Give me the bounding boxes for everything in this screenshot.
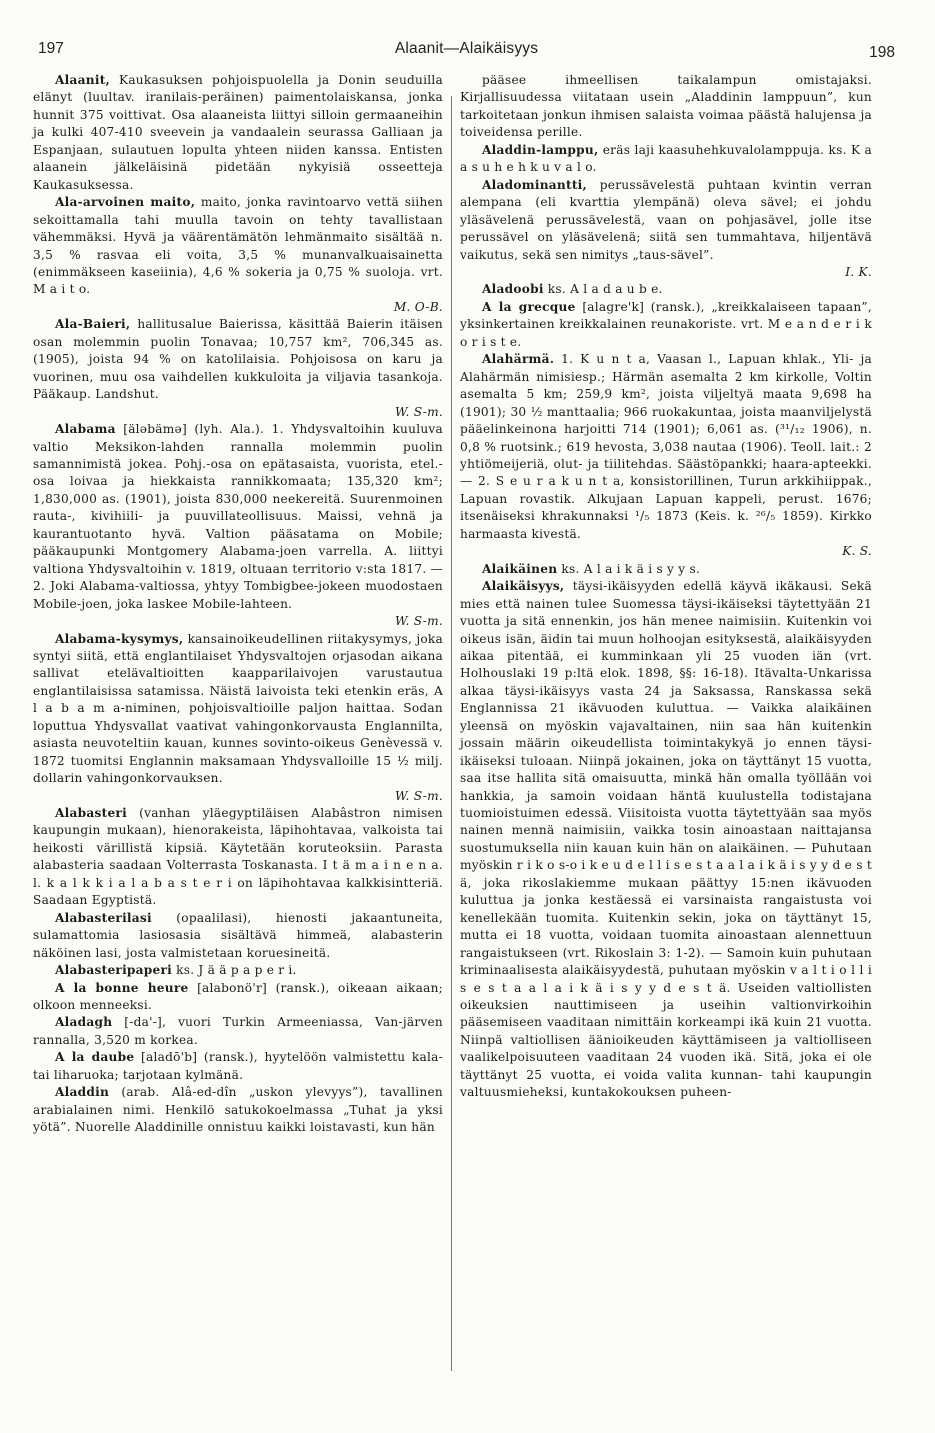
entry-text: (vanhan yläegyptiläisen Alabâstron nimisen kaupungin mukaan), hienorakeista, läpihohtavaa, valkoista tai heikosti värillistä kipsiä. Käytetään koruteoksiin. Parasta alabasteria saadaan Volterrasta Toskanasta. I t ä m a i n e n a. l. k a l k k i a l a b a s t e r i on läpihohtavaa kalkkisintteriä. Saadaan Egyptistä. xyxy=(33,806,443,908)
right-column xyxy=(460,72,872,1102)
entry-headword: Aladagh xyxy=(55,1015,113,1030)
entry-text: [-da'-], vuori Turkin Armeeniassa, Van-järven rannalla, 3,520 m korkea. xyxy=(33,1015,443,1047)
author-signature: K. S. xyxy=(842,544,872,559)
entry-paragraph xyxy=(33,631,443,806)
entry-paragraph xyxy=(33,1014,443,1049)
entry-paragraph xyxy=(460,72,872,142)
entry-paragraph xyxy=(33,72,443,194)
entry-paragraph xyxy=(460,281,872,298)
entry-paragraph xyxy=(460,561,872,578)
entry-paragraph xyxy=(460,578,872,1102)
entry-paragraph xyxy=(33,316,443,421)
left-column xyxy=(33,72,443,1137)
author-signature: W. S-m. xyxy=(394,614,443,629)
entry-text: ks. A l a d a u b e. xyxy=(547,282,663,297)
entry-text: [äləbämə] (lyh. Ala.). 1. Yhdysvaltoihin kuuluva valtio Meksikon-lahden rannalla molemmin puolin samannimistä jokea. Pohj.-osa on epätasaista, vuorista, etel.-osa loivaa ja hiekkaista rannikkomaata; 135,320 km²; 1,830,000 as. (1901), joista 830,000 neekereitä. Suurenmoinen rauta-, kivihiili- ja puuvillateollisuus. Maissi, vehnä ja kaurantuotanto hyvä. Valtion pääsatama on Mobile; pääkaupunki Montgomery Alabama-joen varrella. A. liittyi valtiona Yhdysvaltoihin v. 1819, oltuaan territorio v:sta 1817. — 2. Joki Alabama-valtiossa, yhtyy Tombigbee-jokeen muodostaen Mobile-joen, joka laskee Mobile-lahteen. xyxy=(33,422,443,611)
running-title: Alaanit—Alaikäisyys xyxy=(394,40,539,57)
entry-text: [alabonö'r] (ransk.), oikeaan aikaan; olkoon menneeksi. xyxy=(33,980,444,1013)
entry-paragraph xyxy=(33,1084,443,1136)
entry-headword: Alabama xyxy=(55,422,116,437)
author-signature: M. O-B. xyxy=(393,299,443,314)
entry-paragraph xyxy=(33,980,443,1015)
entry-text: täysi-ikäisyyden edellä käyvä ikäkausi. Sekä mies että nainen tulee Suomessa täysi-ikäiseksi täytettyään 21 vuotta ja sitä ennenkin, jos hän menee naimisiin. Kuitenkin voi oikeus isän, äidin tai muun holhoojan esityksestä, alaikäisyyden aikaa pitentää, ei kumminkaan yli 25 vuoden iän (vrt. Holhouslaki 19 p:ltä elok. 1898, §§: 16-18). Itävalta-Unkarissa alkaa täysi-ikäisyys vasta 24 ja Saksassa, Ranskassa sekä Englannissa 21 ikävuoden kuluttua. — Vaikka alaikäinen yleensä on myöskin vajavaltainen, niin saa hän kuitenkin jossain määrin oikeudellista toimintakykyä jo ennen täysi-ikäiseksi tuloaan. Niinpä jokainen, joka on täyttänyt 15 vuotta, saa itse hallita sitä omaisuutta, minkä hän omalla työllään voi hankkia, ja samoin voidaan häntä kuulustella todistajana tuomioistuimen edessä. Viisitoista vuotta täytettyään saa myös nainen mennä naimisiin, vaikka tosin ainoastaan naittajansa suostumuksella niin kauan kuin hän on alaikäinen. — Puhutaan myöskin r i k o s-o i k e u d e l l i s e s t a a l a i k ä i s y y d e s t ä, joka rikoslakiemme mukaan päättyy 15:nen ikävuoden kuluttua ja jonka kestäessä ei varsinaista rangaistusta voi kenellekään tuomita. Kuitenkin sekin, joka on täyttänyt 15, mutta ei 18 vuotta, voidaan tuomita ainoastaan alennettuun rangaistukseen (vrt. Rikoslain 3: 1-2). — Samoin kuin puhutaan kriminaalisesta alaikäisyydestä, puhutaan myöskin v a l t i o l l i s e s t a a l a i k ä i s y y d e s t ä. Useiden valtiollisten oikeuksien nauttimiseen ja useihin valtionvirkoihin pääsemiseen vaaditaan nimittäin korkeampi ikä kuin 21 vuotta. Niinpä valtiollisen äänioikeuden käyttämiseen ja valtiolliseen vaalikelpoisuuteen vaaditaan 24 vuoden ikä. Sitä, joka ei ole täyttänyt 25 vuotta, ei voida valita kunnan- tahi kaupungin valtuusmieheksi, kuntakokouksen puheen- xyxy=(460,579,873,1100)
entry-text: perussävelestä puhtaan kvintin verran alempana (eli kvarttia ylempänä) oleva sävel; ei johdu yläsävelenä perussävelestä, vaan on pohjasävel, jolle itse perussävel on yläsävelenä; siitä sen tummahtava, hiljentävä vaikutus, sekä sen nimitys „taus-sävel”. xyxy=(460,177,872,262)
entry-headword: Alabasteri xyxy=(55,806,127,821)
author-signature: W. S-m. xyxy=(394,788,443,803)
entry-text: (opaalilasi), hienosti jakaantuneita, sulamattomia lasiosasia sisältävä himmeä, alabasterin näköinen lasi, josta valmistetaan koruesineitä. xyxy=(33,910,443,960)
entry-text: Kaukasuksen pohjoispuolella ja Donin seuduilla elänyt (luultav. iranilais-peräinen) paimentolaiskansa, jonka hunnit 375 voittivat. Osa alaaneista liittyi silloin germaaneihin ja kulki 407-410 sveevein ja vandaalein seurassa Galliaan ja Espanjaan, sulautuen lopulta yhteen niiden kanssa. Entisten alaanein jälkeläisinä pidetään nykyisiä osseetteja Kaukasuksessa. xyxy=(33,73,443,192)
page-number-left: 197 xyxy=(38,40,64,57)
entry-text: maito, jonka ravintoarvo vettä siihen sekoittamalla tahi muulla tavoin on tehty tavallistaan vähemmäksi. Hyvä ja väärentämätön lehmänmaito sisältää n. 3,5 % rasvaa eli voita, 3,5 % munanvalkuaisainetta (enimmäkseen kaseiinia), 4,6 % sokeria ja 0,75 % suoloja. vrt. M a i t o. xyxy=(33,195,444,297)
entry-paragraph xyxy=(33,194,443,316)
entry-paragraph xyxy=(460,142,872,177)
entry-paragraph xyxy=(33,1049,443,1084)
entry-text: hallitusalue Baierissa, käsittää Baierin itäisen osan molemmin puolin Tonavaa; 10,757 km², 706,345 as. (1905), joista 94 % on katolilaisia. Pohjoisosa on karu ja vuorinen, muu osa vaihdellen kukkuloita ja viljavia tasankoja. Pääkaup. Landshut. xyxy=(33,317,443,402)
entry-headword: Ala-Baieri, xyxy=(55,317,131,332)
entry-headword: Alabama-kysymys, xyxy=(55,631,184,646)
entry-headword: Alahärmä. xyxy=(482,352,555,367)
entry-text: ks. J ä ä p a p e r i. xyxy=(176,963,297,978)
entry-paragraph xyxy=(460,177,872,282)
entry-text: ks. A l a i k ä i s y y s. xyxy=(561,561,701,576)
entry-text: pääsee ihmeellisen taikalampun omistajaksi. Kirjallisuudessa viitataan usein „Aladdinin lamppuun”, kun tarkoitetaan jonkun ihmisen salaista voimaa päästä halujensa ja toiveidensa perille. xyxy=(460,73,872,140)
entry-headword: Alabasterilasi xyxy=(55,910,152,925)
entry-headword: A la bonne heure xyxy=(55,980,189,995)
author-signature: I. K. xyxy=(845,264,872,279)
entry-text: (arab. Alâ-ed-dîn „uskon ylevyys”), tavallinen arabialainen nimi. Henkilö satukokoelmassa „Tuhat ja yksi yötä”. Nuorelle Aladdinille onnistuu kaikki loistavasti, kun hän xyxy=(33,1085,444,1135)
entry-paragraph xyxy=(460,299,872,351)
entry-text: [alagre'k] (ransk.), „kreikkalaiseen tapaan”, yksinkertainen kreikkalainen reunakoriste. vrt. M e a n d e r i k o r i s t e. xyxy=(460,299,872,349)
entry-headword: A la grecque xyxy=(482,299,576,314)
entry-headword: Aladdin xyxy=(55,1085,110,1100)
entry-headword: A la daube xyxy=(55,1050,135,1065)
entry-headword: Aladoobi xyxy=(482,282,544,297)
entry-text: 1. K u n t a, Vaasan l., Lapuan khlak., Yli- ja Alahärmän nimisiesp.; Härmän asemalta 2 km kirkolle, Voltin asemalta 5 km; 259,9 km², joista viljeltyä maata 9,698 ha (1901); 30 ½ manttaalia; 966 ruokakuntaa, joista maanviljelystä pääelinkeinona harjoitti 714 (1901); 6,061 as. (³¹/₁₂ 1906), n. 0,8 % ruotsink.; 619 hevosta, 3,038 nautaa (1906). Teoll. lait.: 2 yhtiömeijeriä, olut- ja tiilitehdas. Säästöpankki; haara-apteekki. — 2. S e u r a k u n t a, konsistorillinen, Turun arkkihiippak., Lapuan rovastik. Alkujaan Lapuan kappeli, perust. 1676; itsenäiseksi khrakunnaksi ¹/₅ 1873 (Keis. k. ²⁶/₅ 1859). Kirkko harmaasta kivestä. xyxy=(460,352,872,541)
entry-headword: Ala-arvoinen maito, xyxy=(55,195,196,210)
entry-headword: Alaanit, xyxy=(55,73,111,87)
entry-paragraph xyxy=(33,805,443,910)
entry-headword: Alaikäisyys, xyxy=(482,579,565,594)
entry-text: eräs laji kaasuhehkuvalolamppuja. ks. K a a s u h e h k u v a l o. xyxy=(460,142,873,175)
entry-paragraph xyxy=(33,962,443,979)
entry-paragraph xyxy=(460,351,872,560)
entry-headword: Alaikäinen xyxy=(482,561,558,576)
entry-text: [aladō'b] (ransk.), hyytelöön valmistettu kala- tai liharuoka; tarjotaan kylmänä. xyxy=(33,1050,444,1082)
author-signature: W. S-m. xyxy=(394,404,443,419)
page-number-right: 198 xyxy=(869,44,895,61)
entry-text: kansainoikeudellinen riitakysymys, joka syntyi siitä, että englantilaiset Yhdysvaltojen orjasodan aikana sallivat etelävaltioitten kaapparilaivojen varustautua englantilaisissa satamissa. Näistä laivoista teki etenkin eräs, A l a b a m a-niminen, pohjoisvaltioille paljon haittaa. Sodan loputtua Yhdysvallat vaativat vahingonkorvausta Englannilta, asiasta neuvoteltiin kauan, kunnes sovinto-oikeus Genèvessä v. 1872 tuomitsi Englannin maksamaan Yhdysvalloille 15 ½ milj. dollarin vahingonkorvauksen. xyxy=(33,631,444,786)
entry-headword: Alabasteripaperi xyxy=(55,963,173,978)
entry-headword: Aladominantti, xyxy=(482,177,588,192)
entry-headword: Aladdin-lamppu, xyxy=(482,142,599,157)
column-divider xyxy=(451,96,452,1371)
entry-paragraph xyxy=(33,910,443,962)
entry-paragraph xyxy=(33,421,443,630)
page-header xyxy=(38,40,895,66)
